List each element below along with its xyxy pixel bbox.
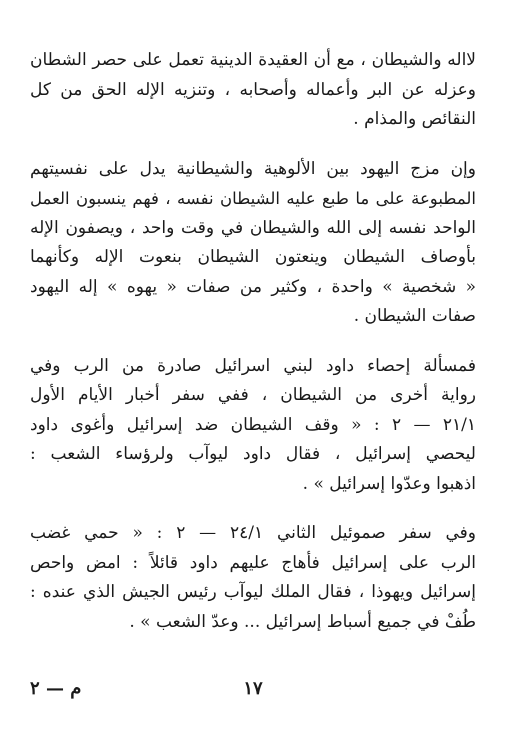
text-line: وعزله عن البر وأعماله وأصحابه ، وتنزيه الإله الحق من كل (30, 79, 476, 100)
signature-mark: م — ٢ (30, 678, 82, 699)
text-line: ليحصي إسرائيل ، فقال داود ليوآب ولرؤساء الشعب : (30, 444, 476, 464)
text-line: لااله والشيطان ، مع أن العقيدة الدينية تعمل على حصر الشطان (30, 50, 476, 70)
page-number: ١٧ (243, 678, 263, 699)
text-line: رواية أخرى من الشيطان ، ففي سفر أخبار الأيام الأول (30, 385, 476, 405)
text-line: وإن مزج اليهود بين الألوهية والشيطانية يدل على نفسيتهم (30, 158, 476, 179)
text-line: الواحد نفسه إلى الله والشيطان في وقت واحد ، ويصفون الإله (30, 217, 476, 238)
text-line: وفي سفر صموئيل الثاني ٢٤/١ — ٢ : « حمي غضب (30, 523, 477, 543)
text-line: ٢١/١ — ٢ : « وقف الشيطان ضد إسرائيل وأغوى داود (30, 414, 477, 435)
page-footer (30, 678, 476, 699)
text-line: اذهبوا وعدّوا إسرائيل » . (302, 473, 476, 494)
text-line: صفات الشيطان . (353, 306, 476, 326)
text-line: بأوصاف الشيطان وينعتون الشيطان بنعوت الإله وكأنهما (30, 247, 476, 267)
text-line: إسرائيل ويهوذا ، فقال الملك ليوآب رئيس الجيش الذي عنده : (30, 582, 476, 602)
paragraph (30, 46, 476, 135)
paragraph (30, 519, 476, 637)
body-text (30, 46, 476, 637)
paragraph (30, 155, 476, 332)
text-line: الرب على إسرائيل فأهاج عليهم داود قائلاً : امض واحص (30, 552, 476, 573)
text-line: « شخصية » واحدة ، وكثير من صفات « يهوه » إله اليهود (30, 276, 476, 297)
paragraph (30, 352, 476, 500)
text-line: طُفْ في جميع أسباط إسرائيل ... وعدّ الشعب » . (129, 611, 476, 632)
text-line: فمسألة إحصاء داود لبني اسرائيل صادرة من الرب وفي (30, 355, 476, 376)
text-line: المطبوعة على ما طبع عليه الشيطان نفسه ، فهم ينسبون العمل (30, 189, 476, 208)
text-line: النقائص والمذام . (353, 109, 476, 129)
